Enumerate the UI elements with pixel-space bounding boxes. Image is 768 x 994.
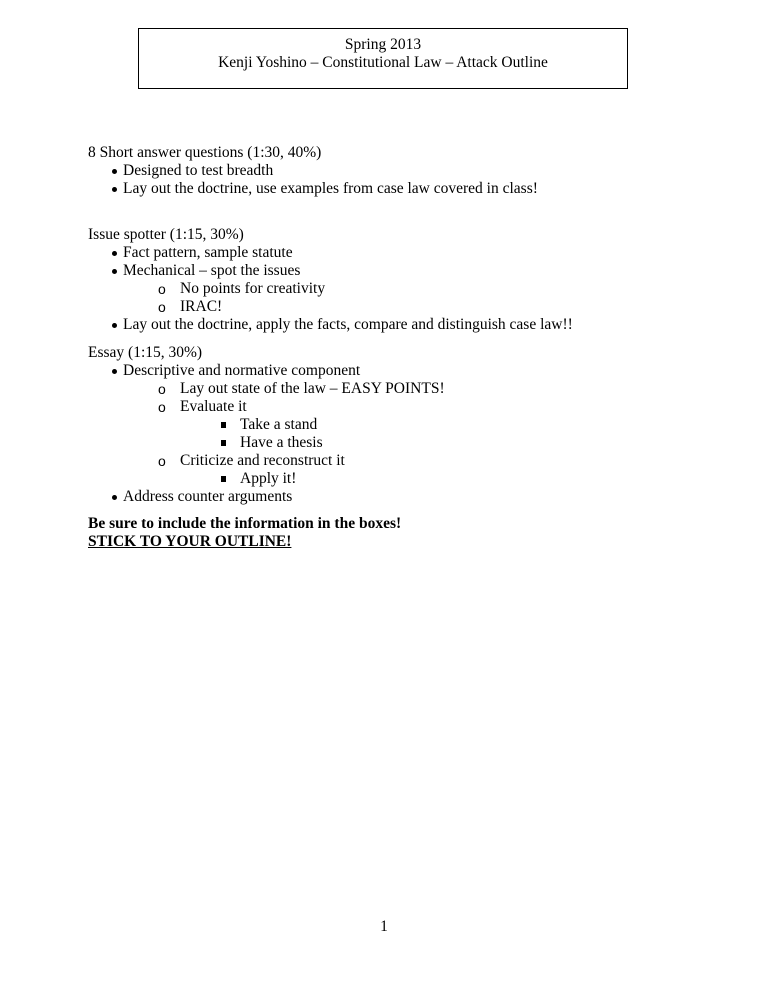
header-box: [138, 28, 628, 89]
list-item: Fact pattern, sample statute: [88, 244, 573, 262]
list-item: Apply it!: [88, 470, 445, 488]
header-course-title: Kenji Yoshino – Constitutional Law – Attack Outline: [218, 54, 548, 71]
bullet-icon: [112, 269, 117, 274]
bullet-icon: [112, 169, 117, 174]
bullet-icon: [112, 323, 117, 328]
square-bullet-icon: [221, 440, 226, 446]
list-item: Lay out the doctrine, use examples from case law covered in class!: [88, 180, 538, 198]
list-item: o IRAC!: [158, 298, 223, 315]
bullet-icon: [112, 251, 117, 256]
reminder-note-underlined: STICK TO YOUR OUTLINE!: [88, 533, 292, 550]
list-item: o No points for creativity: [158, 280, 326, 297]
section-title: 8 Short answer questions (1:30, 40%): [88, 144, 322, 161]
bullet-icon: [112, 495, 117, 500]
section-title: Essay (1:15, 30%): [88, 344, 203, 361]
circle-bullet-icon: o: [158, 453, 166, 469]
square-bullet-icon: [221, 422, 226, 428]
section-issue-spotter: [88, 226, 573, 334]
list-item: o Criticize and reconstruct it: [158, 452, 345, 469]
bullet-icon: [112, 187, 117, 192]
circle-bullet-icon: o: [158, 399, 166, 415]
list-item: o Evaluate it: [158, 398, 247, 415]
bullet-icon: [112, 369, 117, 374]
section-short-answer: [88, 144, 538, 198]
list-item: Have a thesis: [88, 434, 445, 452]
section-title: Issue spotter (1:15, 30%): [88, 226, 244, 243]
list-item: Mechanical – spot the issues: [88, 262, 573, 280]
circle-bullet-icon: o: [158, 281, 166, 297]
reminder-note: Be sure to include the information in the boxes!: [88, 515, 402, 532]
square-bullet-icon: [221, 476, 226, 482]
circle-bullet-icon: o: [158, 381, 166, 397]
circle-bullet-icon: o: [158, 299, 166, 315]
list-item: Descriptive and normative component: [88, 362, 445, 380]
list-item: Take a stand: [88, 416, 445, 434]
page-number: 1: [380, 918, 388, 935]
header-term: Spring 2013: [344, 36, 422, 53]
list-item: Address counter arguments: [88, 488, 445, 506]
list-item: Lay out the doctrine, apply the facts, compare and distinguish case law!!: [88, 316, 573, 334]
list-item: o Lay out state of the law – EASY POINTS!: [158, 380, 445, 397]
list-item: Designed to test breadth: [88, 162, 538, 180]
section-essay: [88, 344, 445, 506]
